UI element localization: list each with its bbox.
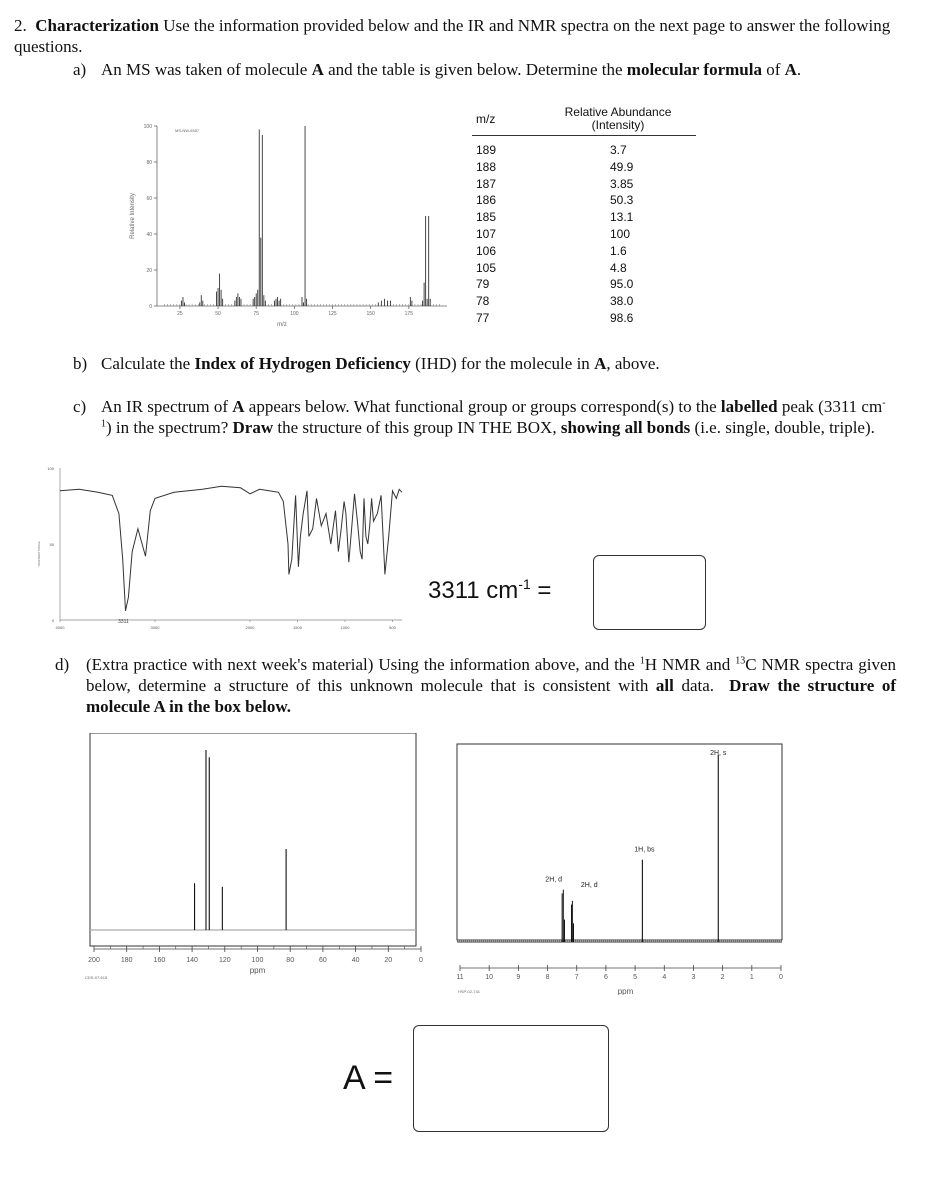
c13-x-tick-label: 60	[319, 957, 327, 964]
c13-x-tick-label: 160	[153, 957, 166, 964]
ir-y-tick-label: 100	[47, 466, 54, 471]
ms-cell-abundance: 13.1	[610, 210, 634, 225]
ir-peak-label-3311: 3311	[118, 618, 129, 625]
ms-y-tick-label: 80	[146, 160, 152, 166]
ir-spectrum-line	[60, 486, 402, 611]
part-b-text: Calculate the Index of Hydrogen Deficiency (IHD) for the molecule in A, above.	[101, 354, 660, 373]
ms-cell-mz: 107	[476, 226, 497, 241]
h1-x-tick-label: 4	[662, 974, 667, 981]
ms-data-table	[472, 106, 696, 327]
c13-x-tick-label: 120	[218, 957, 231, 964]
ms-cell-abundance: 4.8	[610, 260, 627, 275]
ms-spectrum-chart	[112, 108, 452, 340]
ms-sample-code: MS-NW-6557	[175, 128, 200, 133]
h1-x-tick-label: 8	[545, 974, 550, 981]
ms-table-row	[472, 142, 696, 159]
c13-x-tick-label: 180	[120, 957, 133, 964]
ms-table-row	[472, 176, 696, 193]
h1-peak-label: 1H, bs	[634, 846, 655, 854]
ms-table-row	[472, 243, 696, 260]
ms-cell-abundance: 50.3	[610, 193, 634, 208]
part-b-label: b)	[73, 354, 88, 373]
ms-x-tick-label: 100	[290, 311, 299, 317]
final-answer-label: A =	[343, 1059, 394, 1097]
part-d-text: (Extra practice with next week's material) Using the information above, and the $^1$H NMR and $^{13}$C NMR spectra given below, determine a structure of this unknown molecule that is consistent with all data. Draw the structure of molecule A in the box below.	[86, 655, 897, 716]
ms-cell-abundance: 3.85	[610, 176, 634, 191]
c13-x-tick-label: 80	[286, 957, 295, 964]
c13-x-tick-label: 140	[186, 957, 198, 964]
ms-cell-mz: 77	[476, 310, 490, 325]
ms-cell-abundance: 98.6	[610, 310, 634, 325]
h1-x-tick-label: 6	[603, 974, 608, 981]
h1-x-label: ppm	[617, 987, 634, 995]
part-a-text: An MS was taken of molecule A and the table is given below. Determine the molecular formula of A.	[101, 60, 802, 79]
ms-col-abundance: Relative Abundance (Intensity)	[540, 106, 696, 136]
ms-x-tick-label: 150	[366, 311, 375, 317]
ms-cell-mz: 79	[476, 277, 490, 292]
c13-frame	[90, 733, 416, 946]
c13-x-tick-label: 0	[419, 957, 423, 964]
ms-x-label: m/z	[277, 322, 287, 328]
ir-x-tick-label: 500	[389, 625, 396, 630]
h1-x-tick-label: 2	[720, 974, 725, 981]
ms-col-mz: m/z	[472, 106, 540, 136]
ms-y-tick-label: 20	[146, 268, 152, 274]
ms-table-row	[472, 192, 696, 209]
h1-x-tick-label: 5	[633, 974, 638, 981]
final-answer-box[interactable]	[413, 1025, 609, 1132]
question-intro: Use the information provided below and the IR and NMR spectra on the next page to answer the following questions.	[14, 16, 891, 56]
ir-spectrum-chart	[30, 460, 420, 635]
ms-x-tick-label: 50	[215, 311, 221, 317]
ms-x-tick-label: 175	[404, 311, 414, 317]
c13-code: CDS-07-615	[85, 975, 108, 980]
ms-cell-abundance: 100	[610, 226, 631, 241]
ms-cell-abundance: 1.6	[610, 243, 627, 258]
c13-x-tick-label: 100	[251, 957, 264, 964]
ms-cell-abundance: 38.0	[610, 294, 634, 309]
c13-nmr-chart	[80, 733, 425, 983]
h1-x-tick-label: 11	[456, 974, 464, 981]
h1-x-tick-label: 0	[779, 974, 783, 981]
c13-x-tick-label: 200	[88, 957, 100, 964]
part-a-label: a)	[73, 60, 87, 79]
ms-cell-mz: 187	[476, 176, 497, 191]
ms-cell-mz: 186	[476, 193, 497, 208]
ir-y-tick-label: 0	[51, 618, 54, 623]
ms-table-row	[472, 159, 696, 176]
question-number: 2.	[14, 16, 27, 35]
part-d-label: d)	[55, 655, 70, 674]
ms-table-row	[472, 310, 696, 327]
ms-y-label: Relative Intensity	[130, 193, 136, 239]
question-header	[14, 15, 909, 57]
ms-y-tick-label: 100	[143, 124, 152, 130]
ir-y-tick-label: 50	[49, 542, 54, 547]
h1-nmr-chart	[448, 743, 798, 995]
ms-y-tick-label: 0	[149, 304, 152, 310]
ms-cell-abundance: 3.7	[610, 143, 627, 157]
h1-peak-label: 2H, d	[545, 876, 563, 884]
h1-frame	[457, 744, 782, 940]
c13-x-label: ppm	[249, 966, 266, 975]
h1-peak-label: 2H, s	[710, 750, 727, 757]
ms-table-row	[472, 226, 696, 243]
h1-peak-label: 2H, d	[580, 881, 598, 889]
ms-cell-mz: 105	[476, 260, 497, 275]
ms-table-row	[472, 293, 696, 310]
ms-y-tick-label: 40	[146, 232, 152, 238]
ms-cell-mz: 78	[476, 294, 490, 309]
ms-cell-abundance: 95.0	[610, 277, 634, 292]
ms-cell-mz: 188	[476, 159, 497, 174]
h1-code: HSP-02-741	[458, 989, 481, 994]
ms-x-tick-label: 75	[253, 311, 259, 317]
ms-y-tick-label: 60	[146, 196, 152, 202]
ms-cell-mz: 189	[476, 143, 497, 157]
c13-x-tick-label: 40	[351, 957, 360, 964]
ir-answer-box[interactable]	[593, 555, 706, 630]
question-title: Characterization	[35, 16, 159, 35]
ir-answer-label: 3311 $cm^{-1}$ =	[428, 576, 552, 604]
h1-x-tick-label: 1	[749, 974, 754, 981]
ms-x-tick-label: 125	[328, 311, 337, 317]
ir-x-tick-label: 3000	[150, 625, 160, 630]
c13-x-tick-label: 20	[384, 957, 393, 964]
h1-x-tick-label: 7	[574, 974, 579, 981]
h1-x-tick-label: 10	[485, 974, 494, 981]
h1-x-tick-label: 3	[691, 974, 696, 981]
ir-x-tick-label: 2000	[245, 625, 255, 630]
ms-cell-mz: 106	[476, 243, 497, 258]
part-c-text: An IR spectrum of A appears below. What functional group or groups correspond(s) to the labelled peak (3311 $cm^{-1}$) in the spectrum? Draw the structure of this group IN THE BOX, showing all bonds (i.e. single, double, triple).	[101, 397, 886, 437]
ms-table-row	[472, 276, 696, 293]
ms-cell-abundance: 49.9	[610, 159, 634, 174]
ir-y-label: TRANSMITTANCE	[37, 541, 41, 567]
ir-x-tick-label: 1500	[293, 625, 302, 630]
ms-table-row	[472, 260, 696, 277]
ms-cell-mz: 185	[476, 210, 497, 225]
ir-x-tick-label: 1000	[340, 625, 350, 630]
ir-x-tick-label: 4000	[55, 625, 65, 630]
part-c-label: c)	[73, 397, 87, 416]
ms-table-row	[472, 209, 696, 226]
h1-x-tick-label: 9	[516, 974, 521, 981]
ms-x-tick-label: 25	[177, 311, 183, 317]
